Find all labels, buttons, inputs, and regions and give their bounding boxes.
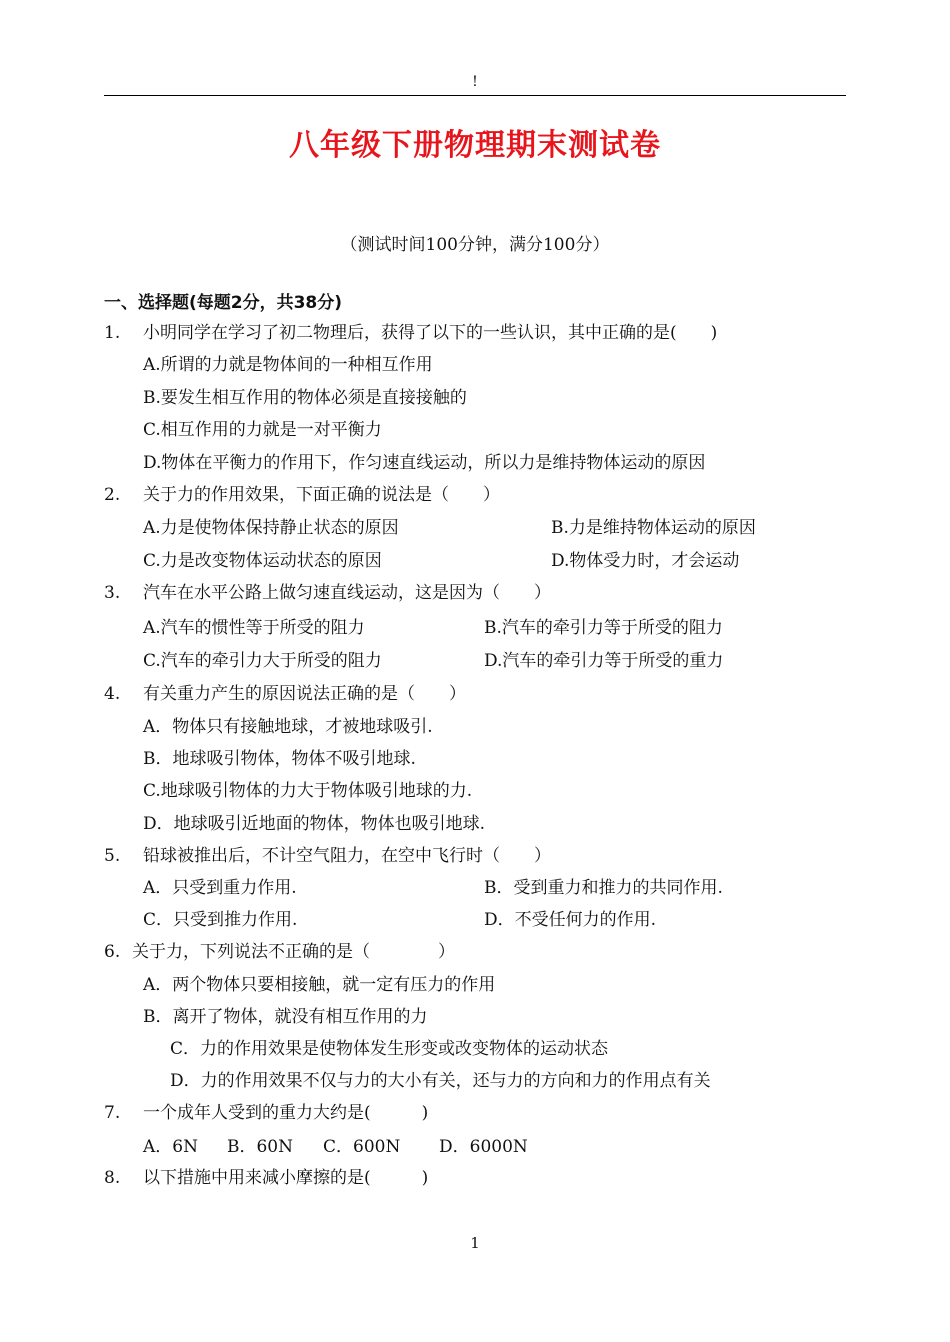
option-b: B.要发生相互作用的物体必须是直接接触的 <box>143 388 467 408</box>
option-a: A．只受到重力作用. <box>143 878 297 898</box>
question-stem: 一个成年人受到的重力大约是( ) <box>143 1103 429 1123</box>
option-b: B．受到重力和推力的共同作用. <box>484 878 723 898</box>
option-d: D．地球吸引近地面的物体，物体也吸引地球. <box>143 814 486 834</box>
question-number: 4. <box>104 684 121 704</box>
option-b: B．离开了物体，就没有相互作用的力 <box>143 1007 428 1027</box>
option-a: A.力是使物体保持静止状态的原因 <box>143 518 399 538</box>
question-stem: 汽车在水平公路上做匀速直线运动，这是因为（ ） <box>143 583 551 603</box>
question-number: 2. <box>104 485 121 505</box>
option-b: B.汽车的牵引力等于所受的阻力 <box>484 618 723 638</box>
option-c: C．力的作用效果是使物体发生形变或改变物体的运动状态 <box>170 1039 609 1059</box>
option-c: C．只受到推力作用. <box>143 910 298 930</box>
question-number: 8. <box>104 1168 121 1188</box>
option-d: D．6000N <box>439 1137 528 1157</box>
section-heading: 一、选择题(每题2分，共38分) <box>104 293 343 313</box>
question-stem: 关于力，下列说法不正确的是（ ） <box>132 942 455 962</box>
option-c: C.相互作用的力就是一对平衡力 <box>143 420 382 440</box>
option-a: A．两个物体只要相接触，就一定有压力的作用 <box>143 975 496 995</box>
question-number: 3. <box>104 583 121 603</box>
option-a: A.汽车的惯性等于所受的阻力 <box>143 618 365 638</box>
option-c: C.汽车的牵引力大于所受的阻力 <box>143 651 382 671</box>
question-stem: 关于力的作用效果，下面正确的说法是（ ） <box>143 485 500 505</box>
option-c: C.地球吸引物体的力大于物体吸引地球的力. <box>143 781 473 801</box>
page-title: 八年级下册物理期末测试卷 <box>289 128 661 163</box>
page-number: 1 <box>470 1234 480 1252</box>
option-b: B．60N <box>227 1137 293 1157</box>
test-info: （测试时间100分钟，满分100分） <box>340 235 610 255</box>
option-b: B.力是维持物体运动的原因 <box>551 518 756 538</box>
header-rule <box>104 95 846 96</box>
option-d: D.物体受力时，才会运动 <box>551 551 740 571</box>
question-number: 6. <box>104 942 121 962</box>
question-number: 1. <box>104 323 121 343</box>
option-d: D．不受任何力的作用. <box>484 910 657 930</box>
option-d: D.汽车的牵引力等于所受的重力 <box>484 651 724 671</box>
question-stem: 小明同学在学习了初二物理后，获得了以下的一些认识，其中正确的是( ) <box>143 323 718 343</box>
question-number: 7. <box>104 1103 121 1123</box>
option-a: A.所谓的力就是物体间的一种相互作用 <box>143 355 433 375</box>
question-number: 5. <box>104 846 121 866</box>
option-c: C．600N <box>323 1137 401 1157</box>
question-stem: 以下措施中用来减小摩擦的是( ) <box>143 1168 429 1188</box>
option-a: A．6N <box>143 1137 198 1157</box>
option-c: C.力是改变物体运动状态的原因 <box>143 551 382 571</box>
question-stem: 有关重力产生的原因说法正确的是（ ） <box>143 684 466 704</box>
header-mark: ! <box>472 74 478 90</box>
question-stem: 铅球被推出后，不计空气阻力，在空中飞行时（ ） <box>143 846 551 866</box>
option-d: D.物体在平衡力的作用下，作匀速直线运动，所以力是维持物体运动的原因 <box>143 453 706 473</box>
option-d: D．力的作用效果不仅与力的大小有关，还与力的方向和力的作用点有关 <box>170 1071 711 1091</box>
option-b: B．地球吸引物体，物体不吸引地球. <box>143 749 416 769</box>
option-a: A．物体只有接触地球，才被地球吸引. <box>143 717 433 737</box>
